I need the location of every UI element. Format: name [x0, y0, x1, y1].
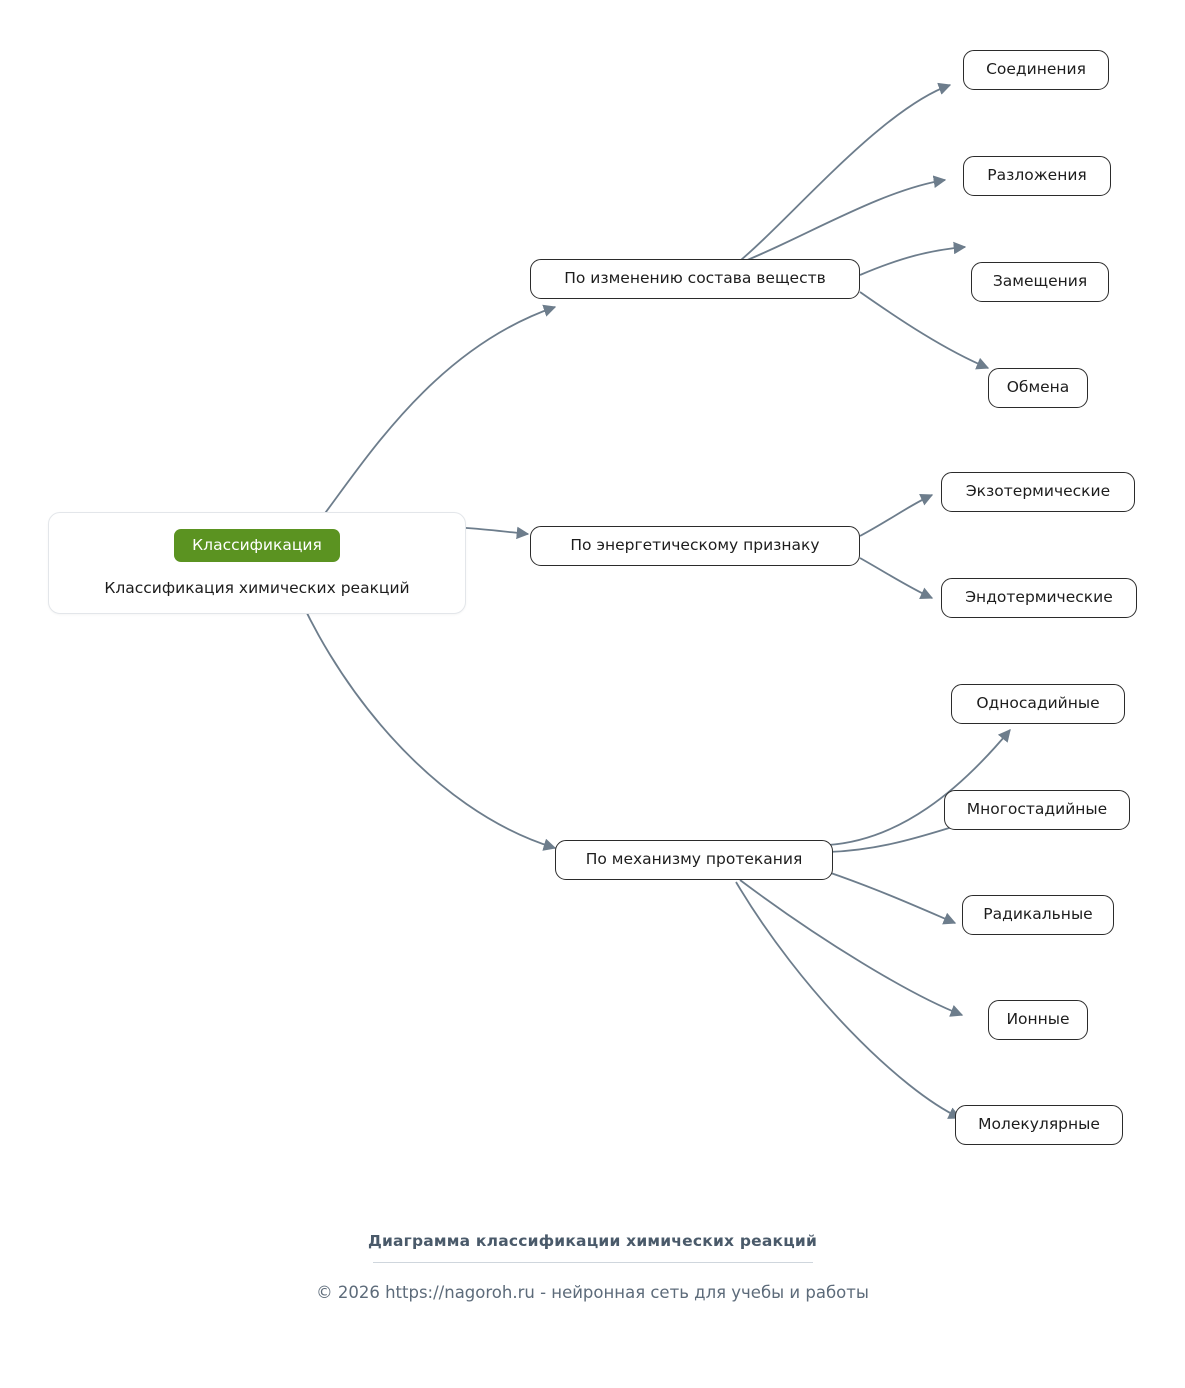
edge-branch1-to-child1	[860, 558, 932, 598]
edge-branch2-to-child3	[740, 880, 962, 1015]
edge-branch2-to-child4	[736, 882, 960, 1118]
leaf-node-ionnye[interactable]: Ионные	[988, 1000, 1088, 1040]
footer	[0, 1232, 1185, 1302]
edge-branch0-to-child0	[735, 85, 950, 265]
branch-node-composition-change[interactable]: По изменению состава веществ	[530, 259, 860, 299]
root-caption: Классификация химических реакций	[104, 579, 410, 598]
footer-divider	[373, 1262, 813, 1263]
leaf-node-radikalnye[interactable]: Радикальные	[962, 895, 1114, 935]
leaf-node-odnostadiynye[interactable]: Односадийные	[951, 684, 1125, 724]
leaf-node-soedineniya[interactable]: Соединения	[963, 50, 1109, 90]
edge-branch1-to-child0	[860, 495, 932, 536]
leaf-node-ekzotermicheskie[interactable]: Экзотермические	[941, 472, 1135, 512]
footer-title: Диаграмма классификации химических реакций	[367, 1232, 818, 1250]
leaf-node-obmena[interactable]: Обмена	[988, 368, 1088, 408]
edge-branch0-to-child1	[735, 180, 945, 265]
branch-node-mechanism[interactable]: По механизму протекания	[555, 840, 833, 880]
edge-branch0-to-child2	[860, 247, 965, 275]
root-node-card[interactable]	[48, 512, 466, 614]
leaf-node-razlozheniya[interactable]: Разложения	[963, 156, 1111, 196]
footer-credit: © 2026 https://nagoroh.ru - нейронная сеть для учебы и работы	[316, 1283, 869, 1302]
leaf-node-mnogostadiynye[interactable]: Многостадийные	[944, 790, 1130, 830]
edge-branch2-to-child2	[828, 872, 955, 923]
leaf-node-molekulyarnye[interactable]: Молекулярные	[955, 1105, 1123, 1145]
branch-node-energy-criterion[interactable]: По энергетическому признаку	[530, 526, 860, 566]
leaf-node-endotermicheskie[interactable]: Эндотермические	[941, 578, 1137, 618]
leaf-node-zameshcheniya[interactable]: Замещения	[971, 262, 1109, 302]
root-pill-label: Классификация	[174, 529, 340, 563]
edge-branch0-to-child3	[860, 292, 988, 368]
